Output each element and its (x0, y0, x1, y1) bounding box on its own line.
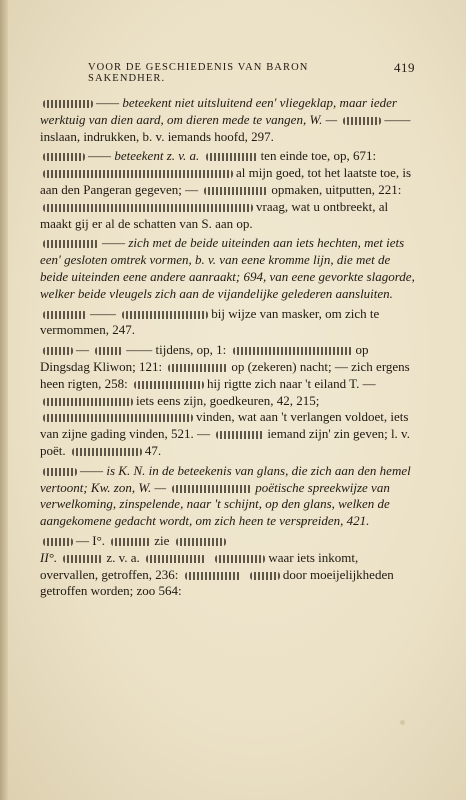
javanese-script (250, 572, 280, 580)
javanese-script (43, 398, 133, 406)
book-spine-edge (0, 0, 8, 800)
entry-text: —— inslaan, indrukken, b. v. iemands hoofd, 297. (40, 111, 411, 144)
entry-3 (40, 235, 418, 302)
entry-text: op Dingsdag Kliwon; 121: (40, 342, 369, 374)
entry-4 (40, 306, 418, 340)
javanese-script (215, 555, 265, 563)
javanese-script (43, 153, 85, 161)
entry-text: —— zich met de beide uiteinden aan iets hechten, met iets een' gesloten omtrek vormen, b. v. van eene kromme lijn, die met de beide uiteinden eene andere aanraakt; 694, van eene gevorkte slagorde, welker beide vleugels zich aan de vijandelijke gelederen aansluiten. (40, 235, 415, 301)
entry-text: —— beteekent z. v. a. (88, 148, 200, 164)
javanese-script (233, 347, 353, 355)
javanese-script (111, 538, 151, 546)
javanese-script (43, 170, 233, 178)
dictionary-text (40, 95, 418, 603)
entry-text: bij wijze van masker, om zich te vermommen, 247. (40, 305, 380, 338)
javanese-script (122, 311, 208, 319)
javanese-script (185, 572, 241, 580)
javanese-script (43, 204, 253, 212)
javanese-script (134, 381, 204, 389)
javanese-script (72, 448, 142, 456)
javanese-script (95, 347, 123, 355)
javanese-script (216, 431, 264, 439)
entry-text: II°. (40, 549, 58, 565)
page-number: 419 (394, 60, 415, 75)
entry-text: z. v. a. (106, 549, 140, 565)
entry-1 (40, 95, 418, 145)
javanese-script (43, 414, 193, 422)
entry-5 (40, 342, 418, 460)
entry-text: iets eens zijn, goedkeuren, 42, 215; (136, 392, 320, 408)
entry-text: opmaken, uitputten, 221: (271, 181, 402, 197)
javanese-script (146, 555, 206, 563)
entry-text: —— is K. N. in de beteekenis van glans, die zich aan den hemel vertoont; Kw. zon, W. — (40, 462, 411, 495)
entry-text: —— (90, 305, 116, 321)
javanese-script (343, 117, 381, 125)
javanese-script (63, 555, 103, 563)
entry-text: — (76, 342, 89, 358)
entry-text: zie (154, 532, 170, 548)
entry-text: ten einde toe, op, 671: (260, 148, 377, 164)
entry-text: door moeijelijkheden getroffen worden; zoo 564: (40, 566, 394, 599)
javanese-script (168, 364, 228, 372)
javanese-script (43, 240, 99, 248)
entry-7 (40, 533, 418, 600)
entry-6 (40, 463, 418, 530)
entry-text: al mijn goed, tot het laatste toe, is aan den Pangeran gegeven; — (40, 165, 412, 197)
javanese-script (206, 153, 258, 161)
entry-text: —— tijdens, op, 1: (126, 342, 227, 358)
entry-text: op (zekeren) nacht; — zich ergens heen rigten, 258: (40, 358, 410, 391)
entry-text: vraag, wat u ontbreekt, al maakt gij er al de schatten van S. aan op. (40, 198, 389, 231)
entry-text: — I°. (76, 532, 106, 548)
javanese-script (172, 485, 252, 493)
entry-text: hij rigtte zich naar 't eiland T. — (206, 375, 376, 391)
entry-text: waar iets inkomt, overvallen, getroffen, 236: (40, 549, 359, 582)
entry-text: —— beteekent niet uitsluitend een' vliegeklap, maar ieder werktuig van dien aard, om dieren mede te vangen, W. — (40, 95, 397, 127)
javanese-script (176, 538, 226, 546)
paper-spot (400, 720, 405, 725)
javanese-script (43, 100, 93, 108)
entry-text: vinden, wat aan 't verlangen voldoet, iets van zijne gading vinden, 521. — (40, 409, 409, 442)
javanese-script (43, 311, 87, 319)
running-header: VOOR DE GESCHIEDENIS VAN BARON SAKENDHER. (88, 62, 309, 84)
javanese-script (43, 347, 73, 355)
javanese-script (43, 468, 77, 476)
javanese-script (204, 187, 268, 195)
javanese-script (43, 538, 73, 546)
entry-text: 47. (144, 442, 162, 458)
entry-text: iemand zijn' zin geven; l. v. poët. (40, 426, 410, 458)
entry-2 (40, 148, 418, 232)
entry-text: poëtische spreekwijze van verwelkoming, zinspelende, naar 't schijnt, op den glans, welken de aangekomene gedacht wordt, om zich heen te verspreiden, 421. (40, 479, 390, 529)
